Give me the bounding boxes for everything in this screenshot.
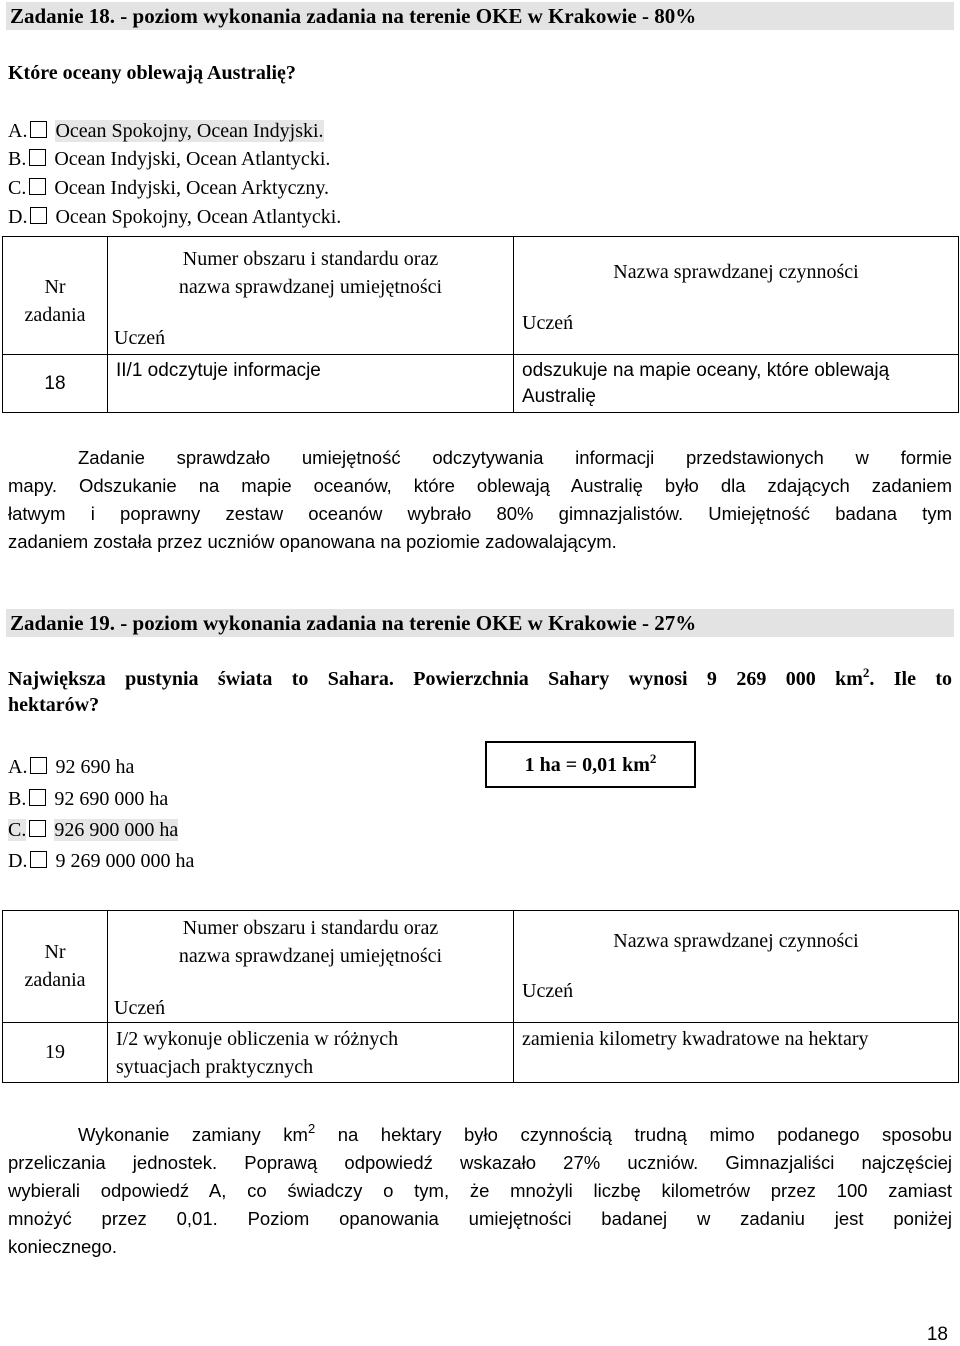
header-skill [108,237,514,355]
question-text: Największa pustynia świata to Sahara. Powierzchnia Sahary wynosi 9 269 000 km [8,668,863,690]
task18-commentary [8,444,952,556]
task19-heading: Zadanie 19. - poziom wykonania zadania na terenie OKE w Krakowie - 27% [6,609,954,637]
option-letter: D. [8,206,28,228]
option-text: 92 690 ha [55,756,135,778]
option-text: Ocean Spokojny, Ocean Atlantycki. [55,206,342,228]
option-text: 926 900 000 ha [54,819,179,841]
task18-option-c[interactable] [8,174,329,202]
commentary-superscript: 2 [307,1121,316,1136]
checkbox-icon[interactable] [30,121,47,138]
formula-text: 1 ha = 0,01 km [524,754,650,776]
question-superscript: 2 [862,665,870,680]
option-text: Ocean Indyjski, Ocean Arktyczny. [54,177,330,199]
option-text: Ocean Spokojny, Ocean Indyjski. [55,120,324,142]
header-nr [3,911,108,1023]
header-skill-line2: nazwa sprawdzanej umiejętności [178,945,443,967]
task18-option-b[interactable] [8,145,330,173]
header-skill-line1: Numer obszaru i standardu oraz [182,248,439,270]
header-skill-uczen: Uczeń [114,327,166,349]
header-nr-line2: zadania [24,304,86,326]
header-activity-uczen: Uczeń [522,312,574,334]
row-skill-line2: sytuacjach praktycznych [116,1056,314,1078]
option-letter: A. [8,756,28,778]
option-letter: B. [8,148,27,170]
task18-criteria-table [2,236,959,413]
option-text: Ocean Indyjski, Ocean Atlantycki. [54,148,331,170]
option-text: 9 269 000 000 ha [55,850,195,872]
commentary-line: przeliczania jednostek. Poprawą odpowiedź wskazało 27% uczniów. Gimnazjaliści najczęściej [8,1152,952,1173]
commentary-line: wybierali odpowiedź A, co świadczy o tym, że mnożyli liczbę kilometrów przez 100 zamiast [8,1180,952,1201]
row-skill [108,1023,514,1083]
row-nr: 19 [3,1023,108,1083]
header-skill-line1: Numer obszaru i standardu oraz [182,917,439,939]
header-nr-line1: Nr [44,941,66,963]
formula-superscript: 2 [649,751,657,766]
row-activity: odszukuje na mapie oceany, które oblewają Australię [514,355,959,413]
header-activity-uczen: Uczeń [522,980,574,1002]
header-skill-line2: nazwa sprawdzanej umiejętności [178,276,443,298]
row-skill: II/1 odczytuje informacje [108,355,514,413]
commentary-line: zadaniem została przez uczniów opanowana na poziomie zadowalającym. [8,531,617,552]
task19-criteria-table [2,910,959,1083]
option-text: 92 690 000 ha [54,788,169,810]
checkbox-icon[interactable] [29,149,46,166]
page-number: 18 [926,1324,948,1345]
commentary-line: koniecznego. [8,1236,118,1257]
commentary-rest: na hektary było czynnością trudną mimo podanego sposobu [315,1124,952,1145]
task19-option-c[interactable] [8,816,178,844]
question-text-end: . Ile to [869,668,952,690]
option-letter: D. [8,850,28,872]
header-skill-uczen: Uczeń [114,997,166,1019]
commentary-start: Wykonanie zamiany km [78,1124,308,1145]
header-activity [514,911,959,1023]
header-activity [514,237,959,355]
task19-option-a[interactable] [8,753,134,781]
checkbox-icon[interactable] [29,789,46,806]
task18-option-a[interactable] [8,117,324,145]
checkbox-icon[interactable] [30,207,47,224]
checkbox-icon[interactable] [29,178,46,195]
task19-option-b[interactable] [8,785,168,813]
checkbox-icon[interactable] [29,820,46,837]
task18-option-d[interactable] [8,203,341,231]
option-letter: B. [8,788,27,810]
checkbox-icon[interactable] [30,851,47,868]
task19-option-d[interactable] [8,847,194,875]
header-activity-title: Nazwa sprawdzanej czynności [613,930,859,952]
commentary-line: mapy. Odszukanie na mapie oceanów, które oblewają Australię było dla zdających zadaniem [8,475,952,496]
option-letter: C. [8,819,27,841]
row-nr: 18 [3,355,108,413]
header-skill [108,911,514,1023]
question-text-line2: hektarów? [8,694,100,716]
commentary-line: Zadanie sprawdzało umiejętność odczytywania informacji przedstawionych w formie [78,447,952,468]
checkbox-icon[interactable] [30,757,47,774]
option-letter: A. [8,120,28,142]
task19-question [8,666,952,718]
task19-commentary [8,1121,952,1261]
header-nr-line1: Nr [44,276,66,298]
header-nr-line2: zadania [24,969,86,991]
commentary-line: mnożyć przez 0,01. Poziom opanowania umiejętności badanej w zadaniu jest poniżej [8,1208,952,1229]
option-letter: C. [8,177,27,199]
task18-heading: Zadanie 18. - poziom wykonania zadania na terenie OKE w Krakowie - 80% [6,2,954,30]
header-nr [3,237,108,355]
row-skill-line1: I/2 wykonuje obliczenia w różnych [116,1028,399,1050]
row-activity: zamienia kilometry kwadratowe na hektary [514,1023,959,1083]
conversion-formula-box [485,741,696,788]
commentary-line [8,1121,952,1149]
commentary-line: łatwym i poprawny zestaw oceanów wybrało 80% gimnazjalistów. Umiejętność badana tym [8,503,952,524]
task18-question: Które oceany oblewają Australię? [8,62,296,84]
header-activity-title: Nazwa sprawdzanej czynności [613,261,859,283]
